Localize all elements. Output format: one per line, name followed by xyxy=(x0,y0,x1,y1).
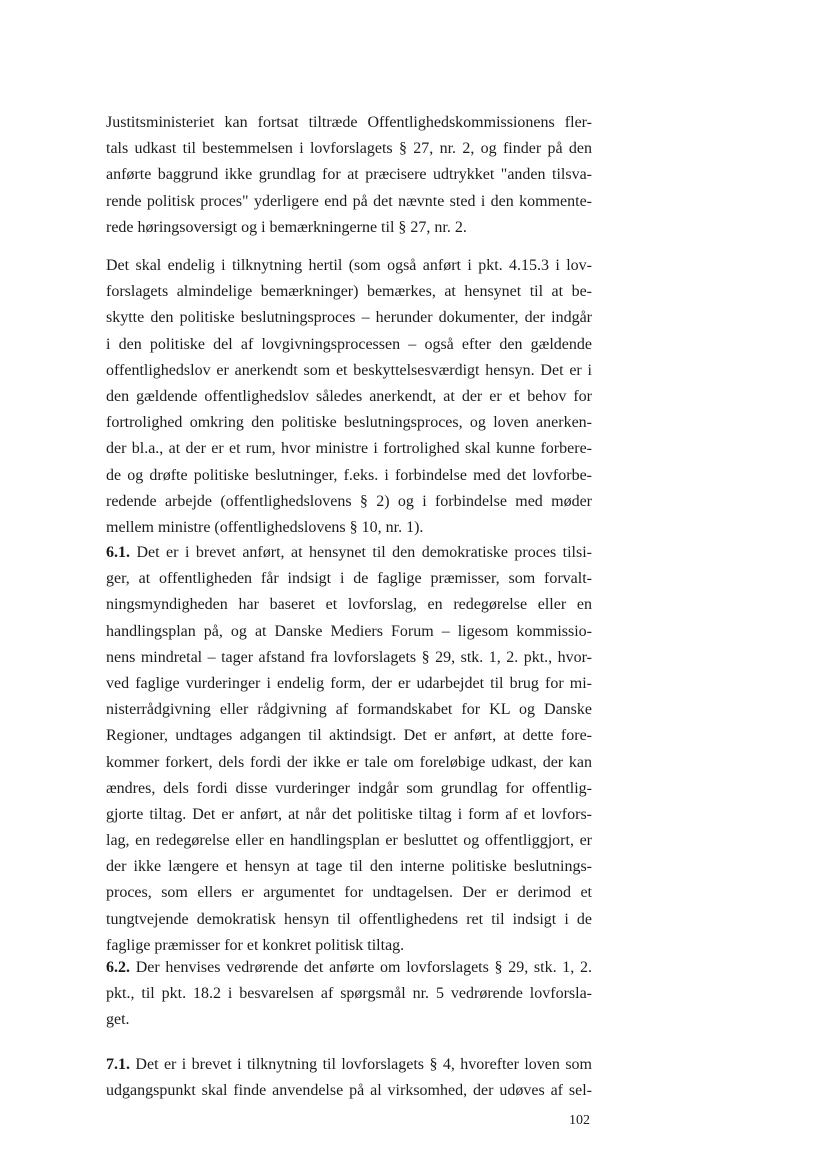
text-line: rende politisk proces" yderligere end på det nævnte sted i den kommente- xyxy=(106,192,592,210)
text-line: der bl.a., at der er et rum, hvor ministre i fortrolighed skal kunne forbere- xyxy=(106,440,592,458)
text-line: ved faglige vurderinger i endelig form, der er udarbejdet til brug for mi- xyxy=(106,674,592,692)
text-line: den gældende offentlighedslov således anerkendt, at der er et behov for xyxy=(106,387,592,405)
text-line: gjorte tiltag. Det er anført, at når det politiske tiltag i form af et lovfors- xyxy=(106,805,592,823)
text-line: rede høringsoversigt og i bemærkningerne til § 27, nr. 2. xyxy=(106,218,467,236)
text-line: fortrolighed omkring den politiske beslutningsproces, og loven anerken- xyxy=(106,414,592,432)
text-line: offentlighedslov er anerkendt som et beskyttelsesværdigt hensyn. Det er i xyxy=(106,361,592,379)
paragraph-7-1 xyxy=(106,1052,592,1104)
text-line: ger, at offentligheden får indsigt i de faglige præmisser, som forvalt- xyxy=(106,570,592,588)
text-line: lag, en redegørelse eller en handlingsplan er besluttet og offentliggjort, er xyxy=(106,832,592,850)
text-line: de og drøfte politiske beslutninger, f.eks. i forbindelse med det lovforbe- xyxy=(106,466,592,484)
paragraph-1 xyxy=(106,110,592,241)
text-line: Justitsministeriet kan fortsat tiltræde Offentlighedskommissionens fler- xyxy=(106,114,592,131)
text-line: forslagets almindelige bemærkninger) bemærkes, at hensynet til at be- xyxy=(106,283,592,301)
paragraph-2 xyxy=(106,253,592,541)
text-line: pkt., til pkt. 18.2 i besvarelsen af spørgsmål nr. 5 vedrørende lovforsla- xyxy=(106,985,592,1003)
text-line: anførte baggrund ikke grundlag for at præcisere udtrykket "anden tilsva- xyxy=(106,166,592,184)
text-line: ningsmyndigheden har baseret et lovforslag, en redegørelse eller en xyxy=(106,596,592,614)
text-line: nisterrådgivning eller rådgivning af formandskabet for KL og Danske xyxy=(106,701,592,719)
text-line: kommer forkert, dels fordi der ikke er tale om foreløbige udkast, der kan xyxy=(106,753,592,771)
text-line: faglige præmisser for et konkret politisk tiltag. xyxy=(106,936,405,954)
text-line: Regioner, undtages adgangen til aktindsigt. Det er anført, at dette fore- xyxy=(106,727,592,745)
section-number: 6.1. xyxy=(106,544,130,561)
text-line: proces, som ellers er argumentet for undtagelsen. Der er derimod et xyxy=(106,884,592,902)
text-line xyxy=(106,955,592,981)
text-line: tals udkast til bestemmelsen i lovforslagets § 27, nr. 2, og finder på den xyxy=(106,140,592,158)
text-line: get. xyxy=(106,1011,130,1029)
text-line: Det skal endelig i tilknytning hertil (som også anført i pkt. 4.15.3 i lov- xyxy=(106,257,592,274)
text-line: redende arbejde (offentlighedslovens § 2) og i forbindelse med møder xyxy=(106,492,592,510)
paragraph-6-1 xyxy=(106,540,592,959)
text-line: ændres, dels fordi disse vurderinger indgår som grundlag for offentlig- xyxy=(106,779,592,797)
text-line-content: Det er i brevet anført, at hensynet til den demokratiske proces tilsi- xyxy=(130,544,592,561)
text-line: nens mindretal – tager afstand fra lovforslagets § 29, stk. 1, 2. pkt., hvor- xyxy=(106,648,592,666)
text-line: udgangspunkt skal finde anvendelse på al virksomhed, der udøves af sel- xyxy=(106,1082,592,1100)
text-line: skytte den politiske beslutningsproces – herunder dokumenter, der indgår xyxy=(106,309,592,327)
section-number: 6.2. xyxy=(106,959,130,976)
section-number: 7.1. xyxy=(106,1056,130,1073)
text-line: tungtvejende demokratisk hensyn til offentlighedens ret til indsigt i de xyxy=(106,910,592,928)
text-line-content: Der henvises vedrørende det anførte om lovforslagets § 29, stk. 1, 2. xyxy=(130,959,592,976)
text-line: i den politiske del af lovgivningsprocessen – også efter den gældende xyxy=(106,335,592,353)
text-line-content: Det er i brevet i tilknytning til lovforslagets § 4, hvorefter loven som xyxy=(130,1056,592,1073)
text-line: der ikke længere et hensyn at tage til den interne politiske beslutnings- xyxy=(106,858,592,876)
text-line xyxy=(106,540,592,566)
text-line: mellem ministre (offentlighedslovens § 10, nr. 1). xyxy=(106,518,424,536)
text-line: handlingsplan på, og at Danske Mediers Forum – ligesom kommissio- xyxy=(106,622,592,640)
text-line xyxy=(106,1052,592,1078)
paragraph-6-2 xyxy=(106,955,592,1034)
page-number: 102 xyxy=(569,1113,590,1128)
